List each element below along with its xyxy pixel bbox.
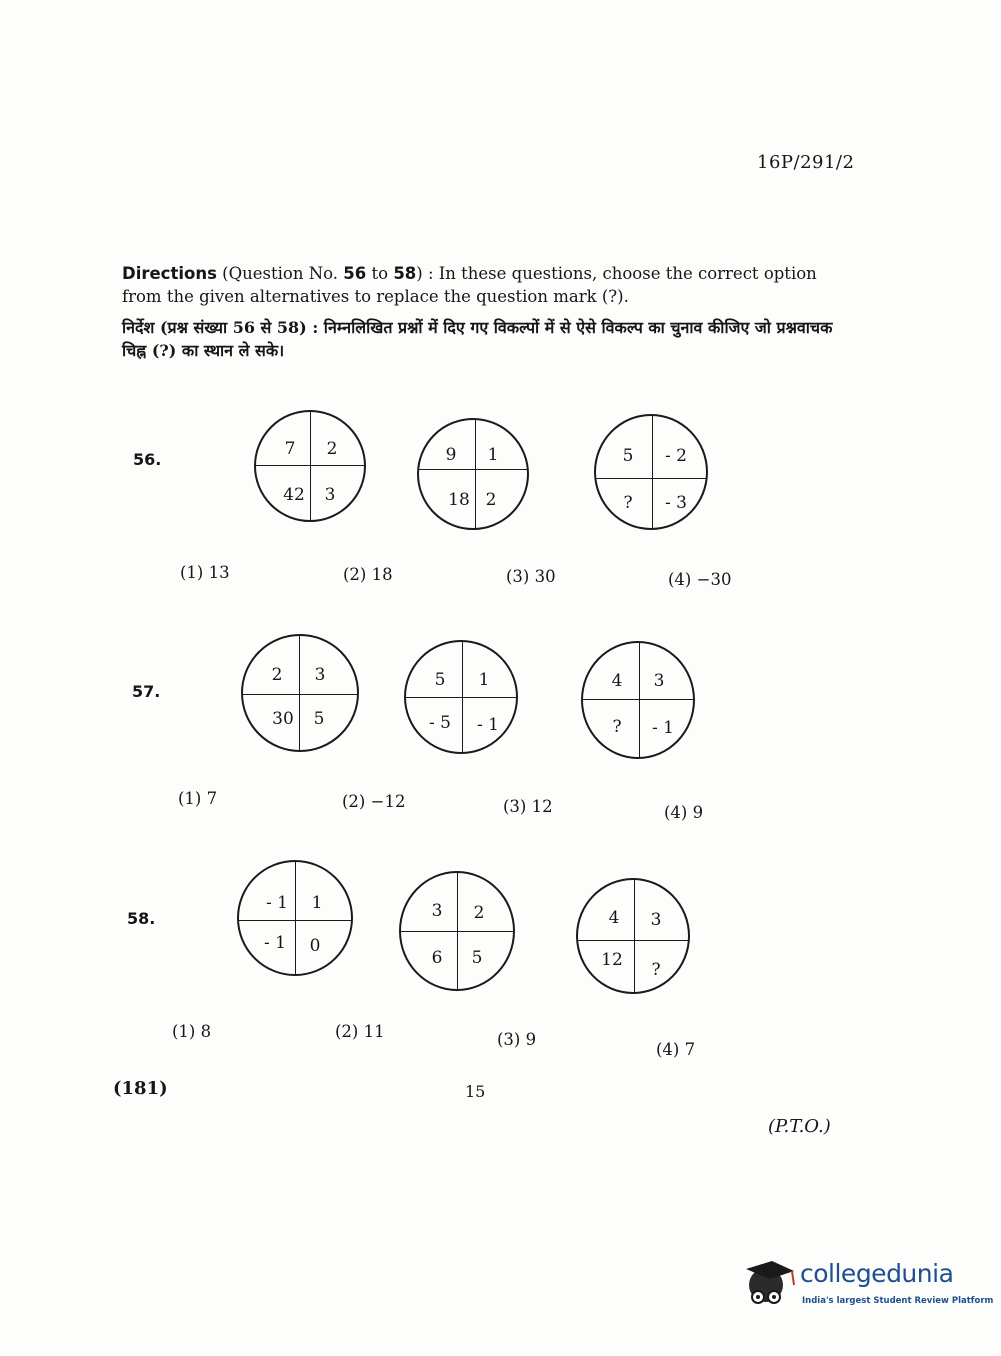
q57-c2-tr: 1 [478, 670, 490, 690]
q58-c1-bl: - 1 [264, 933, 286, 953]
directions-english [122, 262, 852, 308]
q57-option-2[interactable]: (2) −12 [342, 792, 406, 811]
q56-c2-tr: 1 [487, 445, 499, 465]
q57-option-3[interactable]: (3) 12 [503, 797, 553, 816]
q58-c1-tl: - 1 [266, 893, 288, 913]
q57-option-1[interactable]: (1) 7 [178, 789, 218, 808]
q56-circle-2 [417, 418, 529, 530]
q58-c2-br: 5 [471, 948, 483, 968]
q56-c1-bl: 42 [283, 485, 305, 505]
q58-option-1[interactable]: (1) 8 [172, 1022, 212, 1041]
q58-c2-tl: 3 [431, 901, 443, 921]
q58-circle-1 [237, 860, 353, 976]
q56-circle-3 [594, 414, 708, 530]
q56-c2-bl: 18 [448, 490, 470, 510]
q58-c3-bl: 12 [601, 950, 623, 970]
q57-circle-2 [404, 640, 518, 754]
q56-c3-tl: 5 [622, 446, 634, 466]
q57-c1-bl: 30 [272, 709, 294, 729]
q58-option-2[interactable]: (2) 11 [335, 1022, 385, 1041]
q56-c3-br: - 3 [665, 493, 687, 513]
page-number: 15 [465, 1082, 486, 1101]
directions-hindi: निर्देश (प्रश्न संख्या 56 से 58) : निम्नलिखित प्रश्नों में दिए गए विकल्पों में से ऐसे विकल्प का चुनाव कीजिए जो प्रश्नवाचक चिह्न (?) का स्थान ले सके। [122, 318, 833, 360]
q57-c3-bl: ? [612, 717, 622, 737]
brand-tagline: India's largest Student Review Platform [802, 1296, 994, 1306]
q58-option-4[interactable]: (4) 7 [656, 1040, 696, 1059]
q58-option-3[interactable]: (3) 9 [497, 1030, 537, 1049]
directions-label: Directions [122, 264, 217, 283]
directions-to: 58 [393, 264, 417, 283]
q57-c3-br: - 1 [652, 718, 674, 738]
q58-c2-tr: 2 [473, 903, 485, 923]
q56-circle-1 [254, 410, 366, 522]
directions-from: 56 [343, 264, 367, 283]
pto-note: (P.T.O.) [768, 1116, 831, 1137]
q58-c2-bl: 6 [431, 948, 443, 968]
directions-rest: ) : In these questions, choose the correct option from the given alternatives to replace the question mark (?). [122, 264, 817, 306]
q57-c1-tr: 3 [314, 665, 326, 685]
q57-circle-1 [241, 634, 359, 752]
q56-c3-tr: - 2 [665, 446, 687, 466]
q58-c1-br: 0 [309, 936, 321, 956]
directions-open: (Question No. [216, 264, 344, 283]
directions-to-word: to [366, 264, 394, 283]
q56-c2-br: 2 [485, 490, 497, 510]
q58-c3-tr: 3 [650, 910, 662, 930]
question-number-57: 57. [132, 682, 161, 701]
q56-option-4[interactable]: (4) −30 [668, 570, 732, 589]
q58-c1-tr: 1 [311, 893, 323, 913]
q56-c1-tr: 2 [326, 439, 338, 459]
q57-c2-br: - 1 [477, 715, 499, 735]
q58-c3-tl: 4 [608, 908, 620, 928]
q57-c3-tr: 3 [653, 671, 665, 691]
question-number-56: 56. [133, 450, 162, 469]
booklet-number: (181) [113, 1078, 168, 1099]
q58-circle-3 [576, 878, 690, 994]
q57-c2-tl: 5 [434, 670, 446, 690]
q58-circle-2 [399, 871, 515, 991]
q56-c1-br: 3 [324, 485, 336, 505]
q57-c2-bl: - 5 [429, 713, 451, 733]
q57-c1-br: 5 [313, 709, 325, 729]
q57-c3-tl: 4 [611, 671, 623, 691]
brand-name: collegedunia [800, 1259, 954, 1288]
q58-c3-br: ? [651, 960, 661, 980]
q57-c1-tl: 2 [271, 665, 283, 685]
q56-option-2[interactable]: (2) 18 [343, 565, 393, 584]
q57-option-4[interactable]: (4) 9 [664, 803, 704, 822]
q56-c2-tl: 9 [445, 445, 457, 465]
question-number-58: 58. [127, 909, 156, 928]
q57-circle-3 [581, 641, 695, 759]
q56-c3-bl: ? [623, 493, 633, 513]
q56-c1-tl: 7 [284, 439, 296, 459]
q56-option-1[interactable]: (1) 13 [180, 563, 230, 582]
q56-option-3[interactable]: (3) 30 [506, 567, 556, 586]
paper-code: 16P/291/2 [757, 152, 855, 173]
